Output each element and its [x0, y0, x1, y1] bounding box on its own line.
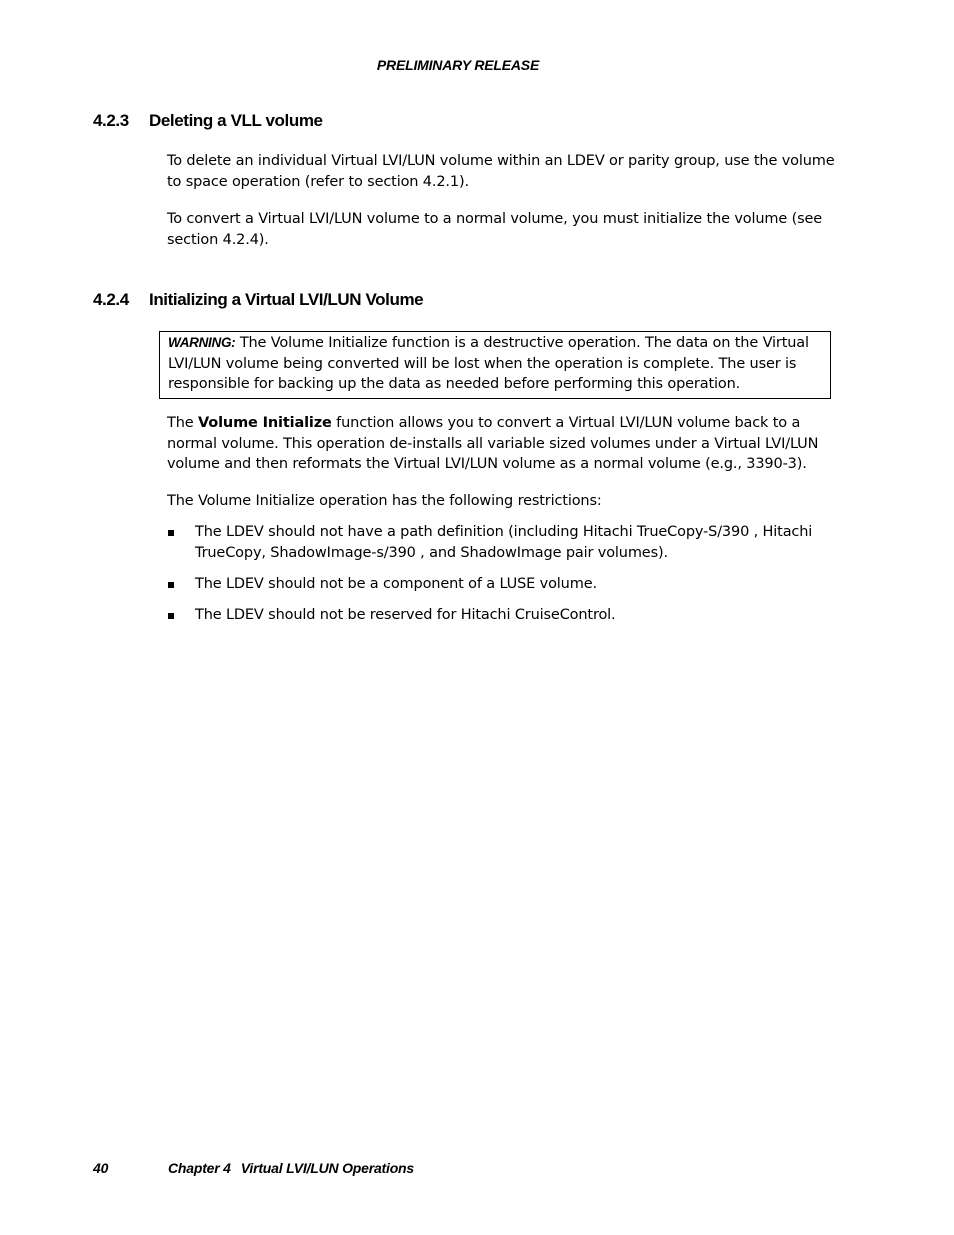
paragraph-delete-volume: To delete an individual Virtual LVI/LUN volume within an LDEV or parity group, use the volume to space operation (refer to section 4.2.1). — [167, 153, 835, 190]
footer-chapter: Chapter 4 — [168, 1160, 231, 1176]
bullet-square-icon — [168, 613, 174, 619]
page-number: 40 — [93, 1160, 109, 1176]
list-item-text: The LDEV should not be reserved for Hitachi CruiseControl. — [195, 606, 616, 623]
restrictions-list — [167, 522, 847, 636]
footer-chapter-title: Virtual LVI/LUN Operations — [240, 1160, 414, 1176]
section-title: Deleting a VLL volume — [149, 111, 323, 130]
page-footer — [93, 1160, 414, 1176]
paragraph-volume-initialize — [167, 413, 837, 475]
intro-bold-term: Volume Initialize — [197, 415, 332, 431]
section-number: 4.2.4 — [93, 290, 129, 309]
paragraph-convert-volume: To convert a Virtual LVI/LUN volume to a normal volume, you must initialize the volume (see section 4.2.4). — [167, 211, 823, 248]
intro-prefix: The — [167, 415, 198, 431]
paragraph-restrictions-intro: The Volume Initialize operation has the following restrictions: — [167, 493, 602, 509]
section-title: Initializing a Virtual LVI/LUN Volume — [149, 290, 424, 309]
warning-box — [159, 331, 831, 399]
section-heading-4-2-4 — [93, 290, 423, 310]
list-item — [167, 522, 847, 563]
list-item-text: The LDEV should not be a component of a LUSE volume. — [195, 575, 597, 592]
bullet-square-icon — [168, 582, 174, 588]
warning-text: The Volume Initialize function is a destructive operation. The data on the Virtual LVI/LUN volume being converted will be lost when the operation is complete. The user is responsible for backing up the data as needed before performing this operation. — [168, 335, 809, 392]
intro-suffix: function allows you to convert a Virtual LVI/LUN volume back to a normal volume. This operation de-installs all variable sized volumes under a Virtual LVI/LUN volume and then reformats the Virtual LVI/LUN volume as a normal volume (e.g., 3390-3). — [167, 415, 819, 472]
section-number: 4.2.3 — [93, 111, 129, 130]
section-heading-4-2-3 — [93, 111, 323, 131]
page-header: PRELIMINARY RELEASE — [376, 57, 540, 73]
bullet-square-icon — [168, 530, 174, 536]
list-item — [167, 605, 847, 626]
warning-label: WARNING: — [168, 335, 236, 350]
list-item-text: The LDEV should not have a path definition (including Hitachi TrueCopy-S/390 , Hitachi TrueCopy, ShadowImage-s/390 , and ShadowImage pair volumes). — [195, 524, 813, 561]
list-item — [167, 574, 847, 595]
